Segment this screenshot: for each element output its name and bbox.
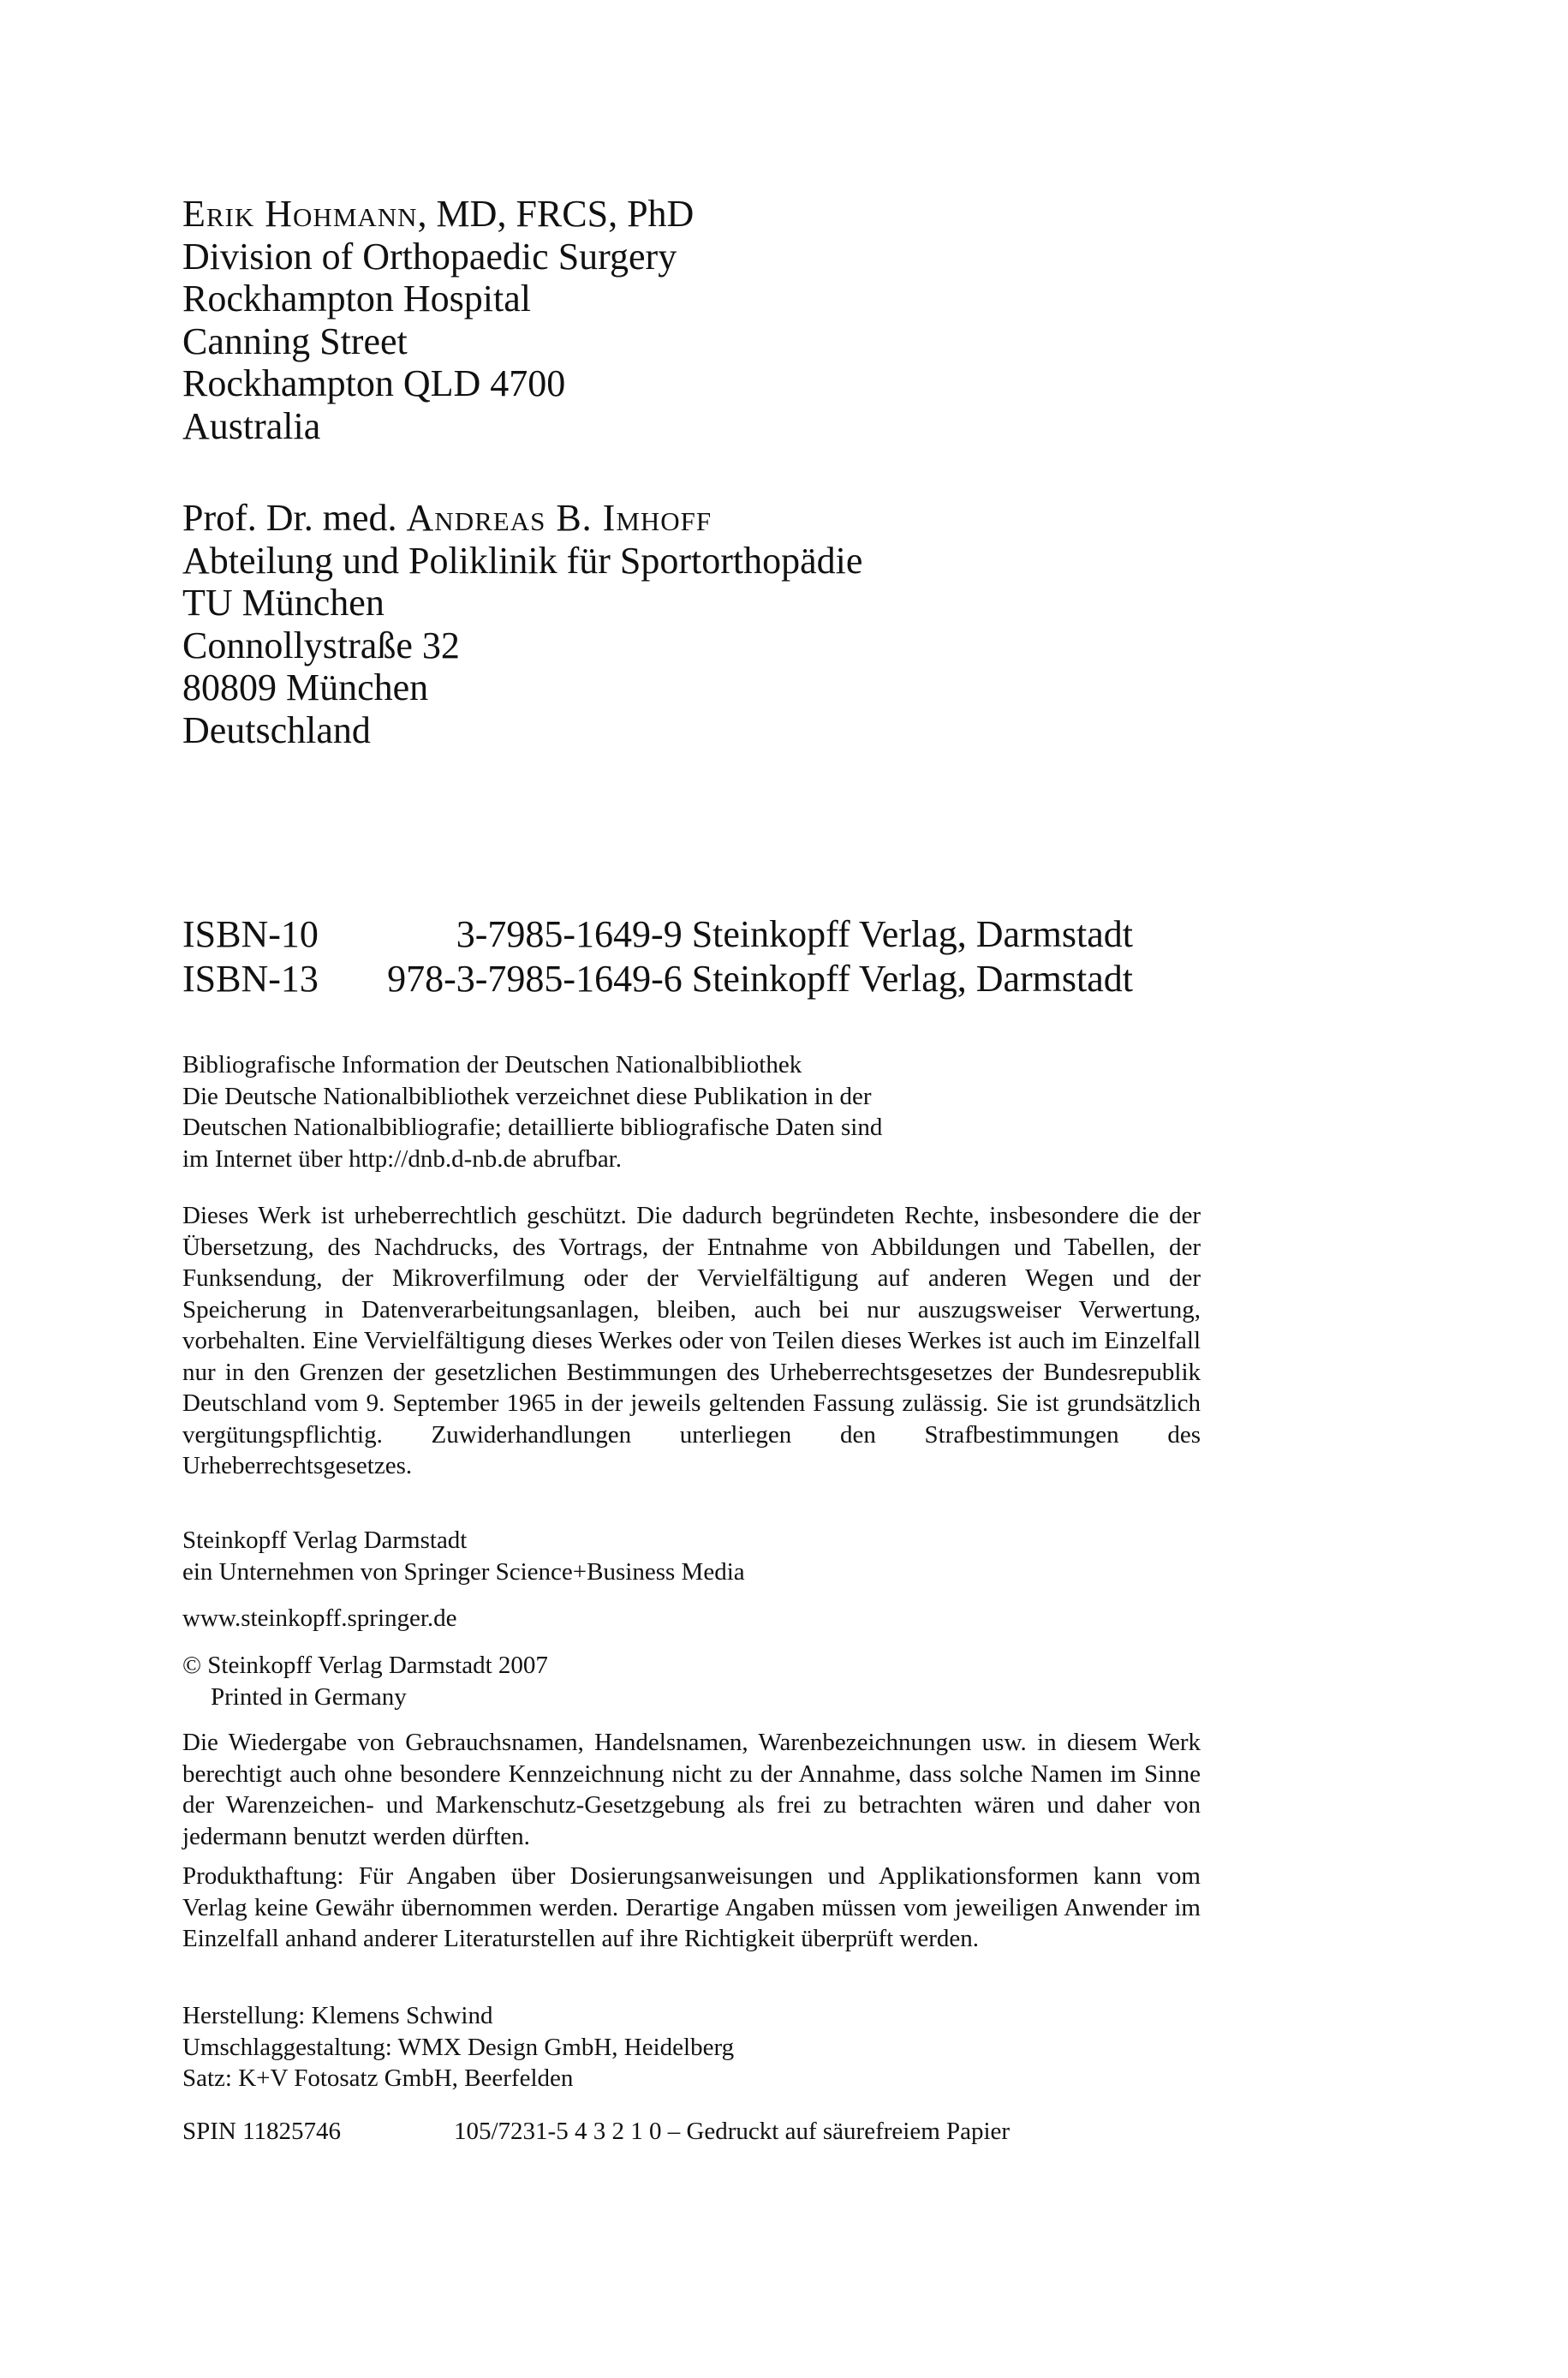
liability-notice xyxy=(182,1861,1201,1955)
author1-credentials: , MD, FRCS, PhD xyxy=(417,193,695,235)
author2-line: Abteilung und Poliklinik für Sportorthopädie xyxy=(182,539,863,582)
author1-name: Erik Hohmann xyxy=(182,193,418,235)
production-credits xyxy=(182,2000,1201,2094)
printed-in: Printed in Germany xyxy=(211,1682,407,1711)
isbn-row xyxy=(182,912,1133,957)
author2-title: Prof. Dr. med. xyxy=(182,497,397,539)
author2-line: Connollystraße 32 xyxy=(182,624,460,666)
author1-name-line xyxy=(182,193,1296,236)
production-line: Herstellung: Klemens Schwind xyxy=(182,2002,493,2029)
liability-paragraph: Produkthaftung: Für Angaben über Dosierungsanweisungen und Applikationsformen kann vom Verlag keine Gewähr übernommen werden. Derartige Angaben müssen vom jeweiligen Anwender im Einzelfall anhand anderer Literaturstellen auf ihre Richtigkeit überprüft werden. xyxy=(182,1862,1201,1952)
copyright-paragraph: Dieses Werk ist urheberrechtlich geschützt. Die dadurch begründeten Rechte, insbesondere die der Übersetzung, des Nachdrucks, des Vortrags, der Entnahme von Abbildungen und Tabellen, der Funksendung, der Mikroverfilmung oder der Vervielfältigung auf anderen Wegen und der Speicherung in Datenverarbeitungsanlagen, bleiben, auch bei nur auszugsweiser Verwertung, vorbehalten. Eine Vervielfältigung dieses Werkes oder von Teilen dieses Werkes ist auch im Einzelfall nur in den Grenzen der gesetzlichen Bestimmungen des Urheberrechtsgesetzes der Bundesrepublik Deutschland vom 9. September 1965 in der jeweils geltenden Fassung zulässig. Sie ist grundsätzlich vergütungspflichtig. Zuwiderhandlungen unterliegen den Strafbestimmungen des Urheberrechtsgesetzes. xyxy=(182,1202,1201,1479)
trademark-notice xyxy=(182,1727,1201,1852)
author2-name-line xyxy=(182,497,1296,540)
isbn-value: 978-3-7985-1649-6 Steinkopff Verlag, Darmstadt xyxy=(387,958,1133,1000)
isbn-row xyxy=(182,957,1133,1001)
trademark-paragraph: Die Wiedergabe von Gebrauchsnamen, Handelsnamen, Warenbezeichnungen usw. in diesem Werk berechtigt auch ohne besondere Kennzeichnung nicht zu der Annahme, dass solche Namen im Sinne der Warenzeichen- und Markenschutz-Gesetzgebung als frei zu betrachten wären und daher von jedermann benutzt werden dürften. xyxy=(182,1729,1201,1850)
biblio-line: Bibliografische Information der Deutschen Nationalbibliothek xyxy=(182,1051,802,1078)
author1-line: Division of Orthopaedic Surgery xyxy=(182,235,677,278)
author1-line: Rockhampton Hospital xyxy=(182,278,531,320)
copyright-holder: © Steinkopff Verlag Darmstadt 2007 xyxy=(182,1652,548,1679)
author2-line: 80809 München xyxy=(182,666,429,708)
publisher-info xyxy=(182,1525,1201,1587)
author2-line: TU München xyxy=(182,582,385,624)
production-line: Satz: K+V Fotosatz GmbH, Beerfelden xyxy=(182,2064,574,2092)
publisher-parent: ein Unternehmen von Springer Science+Business Media xyxy=(182,1557,745,1586)
copyright-line xyxy=(182,1650,1201,1712)
print-code: 105/7231-5 4 3 2 1 0 – Gedruckt auf säurefreiem Papier xyxy=(454,2118,1011,2145)
author1-line: Australia xyxy=(182,404,321,447)
isbn-label: ISBN-10 xyxy=(182,913,319,955)
author2-address xyxy=(182,497,1296,751)
bibliographic-info xyxy=(182,1049,1201,1174)
biblio-line: Deutschen Nationalbibliografie; detaillierte bibliografische Daten sind xyxy=(182,1114,883,1141)
website-text: www.steinkopff.springer.de xyxy=(182,1604,457,1632)
isbn-value: 3-7985-1649-9 Steinkopff Verlag, Darmstadt xyxy=(456,913,1133,955)
biblio-line: Die Deutsche Nationalbibliothek verzeichnet diese Publikation in der xyxy=(182,1082,872,1110)
publisher-website xyxy=(182,1603,1201,1634)
spin-number: SPIN 11825746 xyxy=(182,2118,342,2145)
isbn-label: ISBN-13 xyxy=(182,958,319,1000)
author2-name: Andreas B. Imhoff xyxy=(406,497,712,539)
production-line: Umschlaggestaltung: WMX Design GmbH, Heidelberg xyxy=(182,2033,735,2061)
copyright-notice xyxy=(182,1200,1201,1482)
biblio-line: im Internet über http://dnb.d-nb.de abrufbar. xyxy=(182,1144,622,1173)
author1-line: Canning Street xyxy=(182,320,408,362)
author1-line: Rockhampton QLD 4700 xyxy=(182,362,566,404)
author2-line: Deutschland xyxy=(182,708,371,751)
isbn-block xyxy=(182,912,1133,1001)
publisher-name: Steinkopff Verlag Darmstadt xyxy=(182,1527,468,1554)
author1-address xyxy=(182,193,1296,447)
